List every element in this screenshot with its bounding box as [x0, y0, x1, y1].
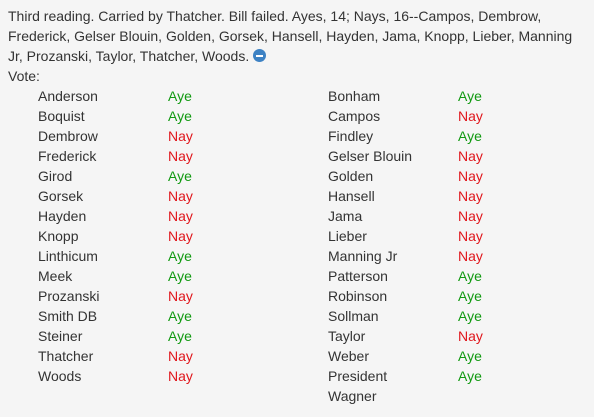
vote-value: Nay [458, 248, 483, 264]
vote-value: Nay [168, 288, 193, 304]
vote-value: Nay [458, 148, 483, 164]
vote-value: Nay [458, 228, 483, 244]
legislator-name: Boquist [38, 108, 85, 124]
vote-value: Aye [458, 348, 482, 364]
legislator-name: Hayden [38, 208, 87, 224]
legislator-name: Weber [328, 348, 369, 364]
vote-value: Nay [458, 108, 483, 124]
legislator-name: Prozanski [38, 288, 100, 304]
legislator-name: Jama [328, 208, 363, 224]
legislator-name: Meek [38, 268, 73, 284]
legislator-name: Dembrow [38, 128, 98, 144]
vote-value: Aye [168, 328, 192, 344]
vote-value: Nay [458, 328, 483, 344]
vote-value: Aye [458, 128, 482, 144]
vote-value: Aye [458, 368, 482, 384]
vote-summary [8, 6, 586, 66]
vote-value: Nay [168, 188, 193, 204]
vote-value: Aye [168, 108, 192, 124]
vote-label: Vote: [8, 68, 40, 84]
vote-value: Aye [168, 88, 192, 104]
legislator-name: Gelser Blouin [328, 148, 413, 164]
legislator-name: Girod [38, 168, 73, 184]
vote-value: Aye [458, 268, 482, 284]
legislator-name: Robinson [328, 288, 388, 304]
legislator-name: Golden [328, 168, 374, 184]
vote-value: Aye [168, 248, 192, 264]
vote-value: Nay [168, 208, 193, 224]
vote-value: Nay [168, 148, 193, 164]
legislator-name: Findley [328, 128, 374, 144]
legislator-name: Knopp [38, 228, 79, 244]
legislator-name: Anderson [38, 88, 98, 104]
collapse-icon[interactable] [253, 49, 266, 62]
legislator-name: Lieber [328, 228, 367, 244]
vote-value: Nay [458, 188, 483, 204]
vote-value: Nay [168, 128, 193, 144]
legislator-name: Sollman [328, 308, 379, 324]
legislator-name: Taylor [328, 328, 366, 344]
legislator-name: Manning Jr [328, 248, 398, 264]
legislator-name: Woods [38, 368, 82, 384]
legislator-name: President Wagner [328, 368, 388, 404]
legislator-name: Thatcher [38, 348, 94, 364]
legislator-name: Gorsek [38, 188, 84, 204]
legislator-name: Campos [328, 108, 381, 124]
legislator-name: Bonham [328, 88, 381, 104]
legislator-name: Smith DB [38, 308, 98, 324]
vote-summary-text: Third reading. Carried by Thatcher. Bill failed. Ayes, 14; Nays, 16--Campos, Dembrow, Frederick, Gelser Blouin, Golden, Gorsek, Hansell, Hayden, Jama, Knopp, Lieber, Manning Jr, Prozanski, Taylor, Thatcher, Woods. [8, 8, 573, 64]
vote-value: Nay [168, 348, 193, 364]
legislator-name: Linthicum [38, 248, 98, 264]
vote-value: Aye [168, 268, 192, 284]
vote-value: Aye [458, 288, 482, 304]
vote-value: Nay [458, 208, 483, 224]
vote-value: Aye [168, 168, 192, 184]
vote-value: Nay [168, 228, 193, 244]
vote-value: Aye [168, 308, 192, 324]
legislator-name: Frederick [38, 148, 97, 164]
vote-value: Aye [458, 88, 482, 104]
vote-value: Aye [458, 308, 482, 324]
legislator-name: Steiner [38, 328, 83, 344]
vote-value: Nay [458, 168, 483, 184]
vote-value: Nay [168, 368, 193, 384]
legislator-name: Hansell [328, 188, 375, 204]
legislator-name: Patterson [328, 268, 388, 284]
